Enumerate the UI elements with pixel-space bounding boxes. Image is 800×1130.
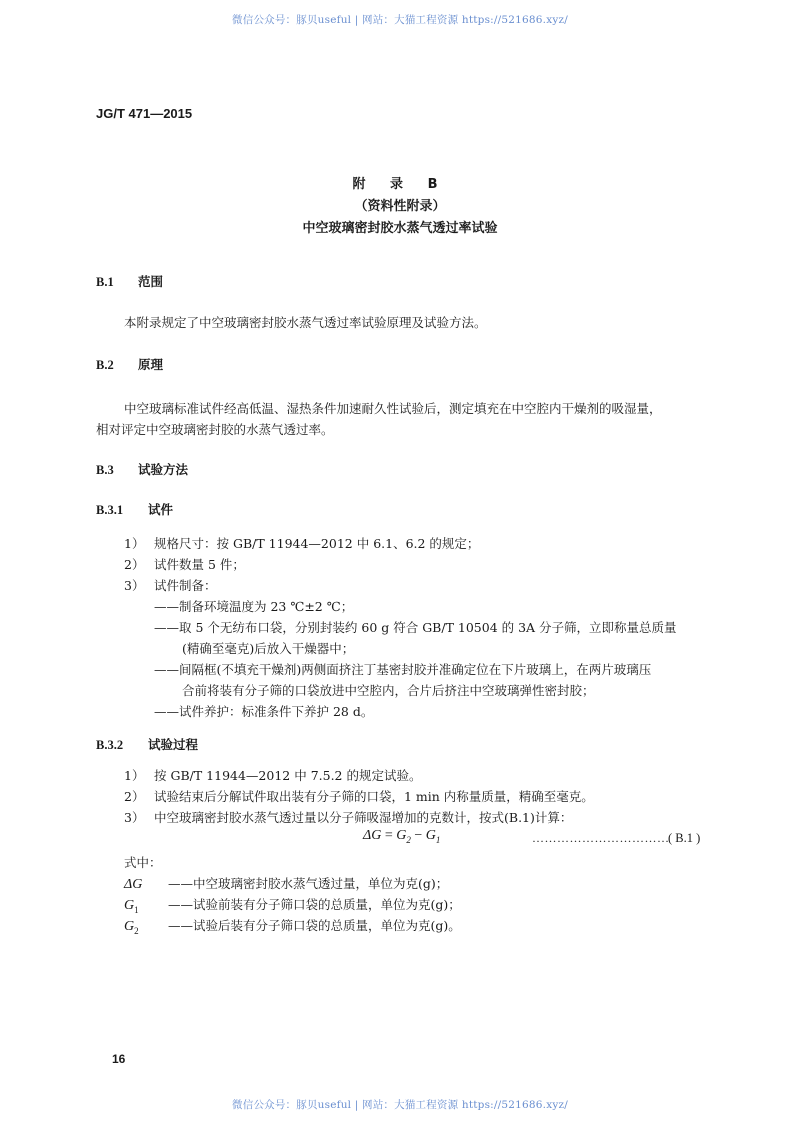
- b31-subitem-3: ——间隔框(不填充干燥剂)两侧面挤注丁基密封胶并准确定位在下片玻璃上，在两片玻璃压: [154, 662, 652, 677]
- definition-g1: $G_1$ ——试验前装有分子筛口袋的总质量，单位为克(g)；: [124, 897, 461, 915]
- section-heading-b3: [96, 460, 188, 480]
- section-title: 试验方法: [138, 462, 189, 477]
- b31-subitem-3-cont: 合前将装有分子筛的口袋放进中空腔内，合片后挤注中空玻璃弹性密封胶；: [182, 683, 595, 698]
- section-heading-b31: [96, 500, 173, 520]
- section-number: B.3.1: [96, 503, 124, 517]
- section-title: 试验过程: [148, 737, 199, 752]
- section-title: 试件: [148, 502, 174, 517]
- b31-subitem-2-cont: (精确至毫克)后放入干燥器中；: [182, 641, 355, 656]
- section-number: B.2: [96, 358, 114, 372]
- section-title: 原理: [138, 357, 164, 372]
- where-label: 式中：: [124, 855, 162, 870]
- b31-subitem-4: ——试件养护：标准条件下养护 28 d。: [154, 704, 374, 719]
- section-title: 范围: [138, 274, 164, 289]
- definition-delta-g: ΔG ——中空玻璃密封胶水蒸气透过量，单位为克(g)；: [124, 876, 449, 892]
- formula-leader-dots: ……………………………: [532, 831, 670, 845]
- b32-item-2: 2） 试验结束后分解试件取出装有分子筛的口袋，1 min 内称量质量，精确至毫克。: [124, 789, 594, 804]
- b32-item-3: 3） 中空玻璃密封胶水蒸气透过量以分子筛吸湿增加的克数计，按式(B.1)计算：: [124, 810, 573, 825]
- section-number: B.3.2: [96, 738, 124, 752]
- formula-b1: $\Delta G = G_2 - G_1$: [363, 828, 441, 845]
- b2-text-line1: 中空玻璃标准试件经高低温、湿热条件加速耐久性试验后，测定填充在中空腔内干燥剂的吸湿量，: [124, 401, 662, 416]
- page-number: 16: [112, 1052, 126, 1066]
- b31-item-2: 2） 试件数量 5 件；: [124, 557, 245, 572]
- section-number: B.1: [96, 275, 114, 289]
- section-heading-b1: [96, 272, 163, 292]
- section-heading-b32: [96, 735, 198, 755]
- formula-label: ( B.1 ): [668, 831, 701, 845]
- b32-item-1: 1） 按 GB/T 11944—2012 中 7.5.2 的规定试验。: [124, 768, 422, 783]
- appendix-label: 附 录 B: [352, 177, 448, 192]
- b31-subitem-1: ——制备环境温度为 23 ℃±2 ℃；: [154, 599, 354, 614]
- standard-code: JG/T 471—2015: [96, 106, 193, 121]
- watermark-bottom: 微信公众号：豚贝useful | 网站：大猫工程资源 https://521686.xyz/: [232, 1099, 568, 1111]
- section-number: B.3: [96, 463, 114, 477]
- definition-g2: $G_2$ ——试验后装有分子筛口袋的总质量，单位为克(g)。: [124, 918, 461, 936]
- b31-subitem-2: ——取 5 个无纺布口袋，分别封装约 60 g 符合 GB/T 10504 的 3A 分子筛，立即称量总质量: [154, 620, 677, 635]
- appendix-title-block: [0, 174, 800, 240]
- b1-text: 本附录规定了中空玻璃密封胶水蒸气透过率试验原理及试验方法。: [124, 315, 487, 330]
- watermark-top: 微信公众号：豚贝useful | 网站：大猫工程资源 https://521686.xyz/: [232, 14, 568, 26]
- section-heading-b2: [96, 355, 163, 375]
- b31-item-1: 1） 规格尺寸：按 GB/T 11944—2012 中 6.1、6.2 的规定；: [124, 536, 480, 551]
- appendix-type: （资料性附录）: [354, 199, 446, 214]
- b31-item-3: 3） 试件制备：: [124, 578, 217, 593]
- appendix-name: 中空玻璃密封胶水蒸气透过率试验: [302, 221, 498, 236]
- b2-text-line2: 相对评定中空玻璃密封胶的水蒸气透过率。: [96, 422, 334, 437]
